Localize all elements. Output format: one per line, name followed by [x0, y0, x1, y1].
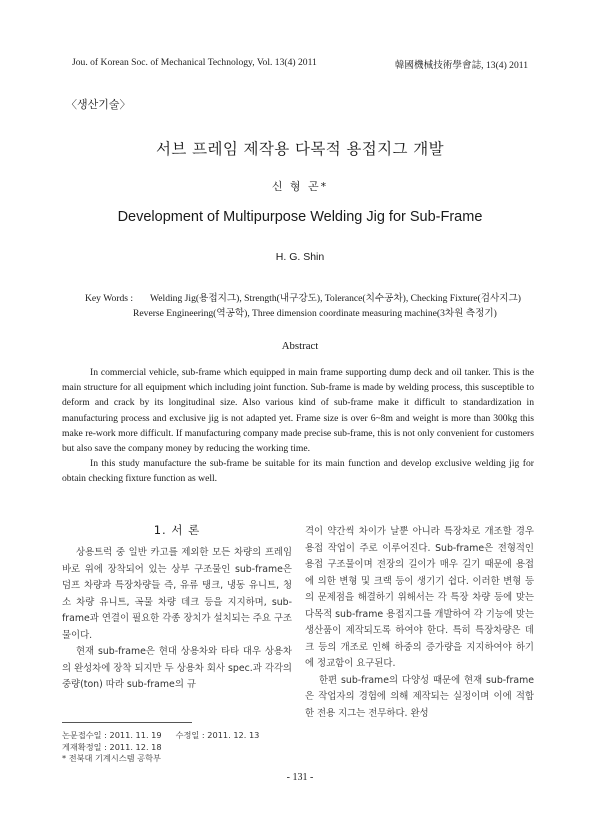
keywords-text-2: Reverse Engineering(역공학), Three dimension coordinate measuring machine(3차원 측정기): [133, 308, 497, 319]
footnote-divider: [62, 722, 192, 723]
received-date: 논문접수일 : 2011. 11. 19: [62, 730, 162, 740]
keywords-text-1: Welding Jig(용접지그), Strength(내구강도), Tolerance(치수공차), Checking Fixture(검사지그): [150, 293, 521, 304]
revised-date: 수정일 : 2011. 12. 13: [175, 730, 260, 740]
keywords-block: [85, 291, 545, 321]
body-column-right: [305, 524, 534, 722]
intro-paragraph-continued: 격이 약간씩 차이가 날뿐 아니라 특장차로 개조할 경우 용접 작업이 주로 이루어진다. Sub-frame은 전형적인 용접 구조물이며 전장의 길이가 매우 길기 때문에 용접에 의한 변형 및 크랙 등이 생기기 쉽다. 이러한 변형 등의 문제점을 해결하기 위해서는 각 특장 차량 등에 맞는 다목적 sub-frame 용접지그를 개발하여 각 기능에 맞는 생산품이 제작되도록 하여야 한다. 특히 특장차량은 데크 등의 개조로 인해 하중의 증가량을 지지하여야 하기에 정교함이 요구된다.: [305, 526, 534, 669]
paper-title-korean: 서브 프레임 제작용 다목적 용접지그 개발: [156, 140, 444, 158]
intro-paragraph-3: 한편 sub-frame의 다양성 때문에 현재 sub-frame은 작업자의 경험에 의해 제작되는 실정이며 이에 적합한 전용 지그는 전무하다. 완성: [305, 674, 534, 719]
keywords-line-1: [85, 291, 545, 306]
section-heading-introduction: 1. 서 론: [153, 523, 201, 537]
abstract-heading: Abstract: [281, 340, 319, 352]
abstract-paragraph-2: In this study manufacture the sub-frame be suitable for its main function and develop exclusive welding jig for obtain checking fixture function as well.: [62, 458, 534, 485]
category-label: 〈생산기술〉: [66, 98, 131, 111]
author-korean: 신 형 곤*: [271, 180, 329, 193]
author-english: H. G. Shin: [275, 251, 325, 263]
accepted-date: 게재확정일 : 2011. 12. 18: [62, 741, 162, 752]
footnote-block: [62, 730, 302, 765]
body-column-left: [62, 545, 292, 694]
keywords-label: Key Words :: [85, 293, 134, 304]
abstract-body: [62, 365, 534, 487]
paper-title-english: Development of Multipurpose Welding Jig for Sub-Frame: [117, 209, 483, 225]
journal-header-left: Jou. of Korean Soc. of Mechanical Technology, Vol. 13(4) 2011: [72, 57, 317, 68]
author-affiliation: * 전북대 기계시스템 공학부: [62, 753, 161, 763]
abstract-paragraph-1: In commercial vehicle, sub-frame which equipped in main frame supporting dump deck and oil tanker. This is the main structure for all equipment which including joint function. Sub-frame is made by welding process, this susceptible to deform and crack by its longitudinal size. Also various kind of sub-frame make it difficult to standardization in manufacturing process and exclusive jig is not adapted yet. Frame size is over 6~8m and weight is more than 300kg this make re-work more difficult. If manufacturing company made precise sub-frame, this is not only convenient for customers but also save the company money by reducing the working time.: [62, 367, 534, 455]
page-number: - 131 -: [286, 772, 314, 783]
intro-paragraph-1: 상용트럭 중 일반 카고를 제외한 모든 차량의 프레임 바로 위에 장착되어 있는 상부 구조물인 sub-frame은 덤프 차량과 특장차량들 즉, 유류 탱크, 냉동 유니트, 청소 차량 유니트, 곡물 차량 데크 등을 지지하며, sub-frame과 연결이 필요한 각종 장치가 설치되는 주요 구조물이다.: [62, 547, 292, 641]
footnote-dates-line-1: [62, 730, 302, 742]
journal-header-right: 韓國機械技術學會誌, 13(4) 2011: [394, 60, 528, 71]
intro-paragraph-2: 현재 sub-frame은 현대 상용차와 타타 대우 상용차의 완성차에 장착 되지만 두 상용차 회사 spec.과 각각의 중량(ton) 따라 sub-frame의 규: [62, 646, 292, 690]
